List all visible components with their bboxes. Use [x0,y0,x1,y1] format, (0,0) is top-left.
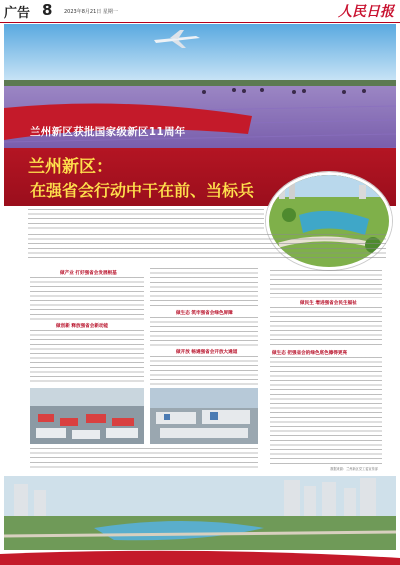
column-text-3 [150,268,258,308]
column-text-5 [150,356,258,386]
photo-factory-complex [150,388,258,444]
photo-city-skyline-lake [4,476,396,550]
section-heading-livelihood: 做民生 增进强省会民生福祉 [300,301,357,306]
section-label: 广告 [4,6,31,21]
column-text-6 [270,270,382,298]
bottom-red-ribbon [0,548,400,565]
photo-industrial-park [30,388,144,444]
section-heading-opening: 做开放 畅通强省会开放大通道 [176,350,238,355]
intro-text [28,234,386,260]
page-header [0,0,400,23]
lede-text [28,209,264,231]
section-heading-innovation: 做创新 释放强省会新动能 [56,324,109,329]
newspaper-logo: 人民日报 [338,4,394,20]
column-text-2 [30,330,144,384]
photo-credit: 数据来源：兰州新区党工委宣传部 [330,467,378,471]
column-text-4 [150,317,258,347]
section-heading-green: 做生态 把强省会的绿色底色擦得更亮 [272,351,348,356]
page-number: 8 [42,1,53,19]
section-heading-industry: 做产业 打好强省会发展根基 [60,271,117,276]
column-text-9 [30,448,258,470]
main-title-line2: 在强省会行动中干在前、当标兵 [30,181,255,200]
section-heading-ecology: 做生态 筑牢强省会绿色屏障 [176,311,233,316]
main-title-line1: 兰州新区： [28,157,113,177]
column-text-8 [270,357,382,465]
column-text-1 [30,277,144,321]
column-text-7 [270,307,382,347]
issue-date: 2023年8月21日 星期一 [64,9,118,15]
subtitle: 兰州新区获批国家级新区11周年 [30,126,186,138]
